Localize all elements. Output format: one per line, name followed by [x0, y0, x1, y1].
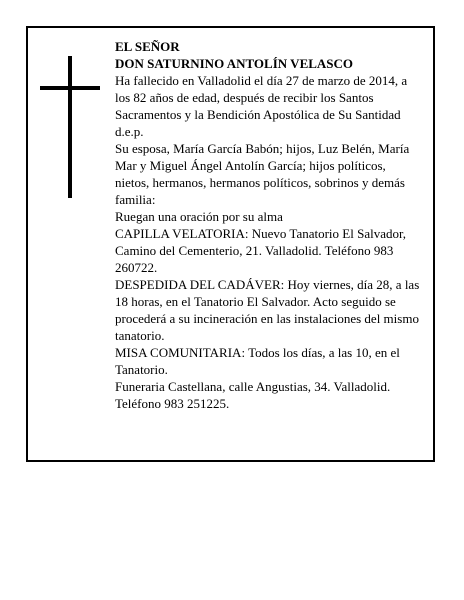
cross-horizontal-bar [40, 86, 100, 90]
funeral-home-info: Funeraria Castellana, calle Angustias, 34. Valladolid. Teléfono 983 251225. [115, 379, 391, 411]
obituary-notice [26, 26, 435, 462]
notice-text [115, 38, 423, 412]
family-list: Su esposa, María García Babón; hijos, Luz Belén, María Mar y Miguel Ángel Antolín García; hijos políticos, nietos, hermanos, hermanos políticos, sobrinos y demás familia: [115, 141, 410, 207]
mass-info: MISA COMUNITARIA: Todos los días, a las 10, en el Tanatorio. [115, 345, 400, 377]
farewell-info: DESPEDIDA DEL CADÁVER: Hoy viernes, día 28, a las 18 horas, en el Tanatorio El Salvador. Acto seguido se procederá a su incineración en las instalaciones del mismo tanatorio. [115, 277, 420, 343]
cross-vertical-bar [68, 56, 72, 198]
notice-title: EL SEÑOR [115, 39, 180, 54]
wake-info: CAPILLA VELATORIA: Nuevo Tanatorio El Salvador, Camino del Cementerio, 21. Valladolid. Teléfono 983 260722. [115, 226, 407, 275]
death-announcement: Ha fallecido en Valladolid el día 27 de marzo de 2014, a los 82 años de edad, después de recibir los Santos Sacramentos y la Bendición Apostólica de Su Santidad d.e.p. [115, 73, 408, 139]
prayer-request: Ruegan una oración por su alma [115, 209, 283, 224]
cross-icon [40, 56, 100, 198]
deceased-name: DON SATURNINO ANTOLÍN VELASCO [115, 56, 354, 71]
